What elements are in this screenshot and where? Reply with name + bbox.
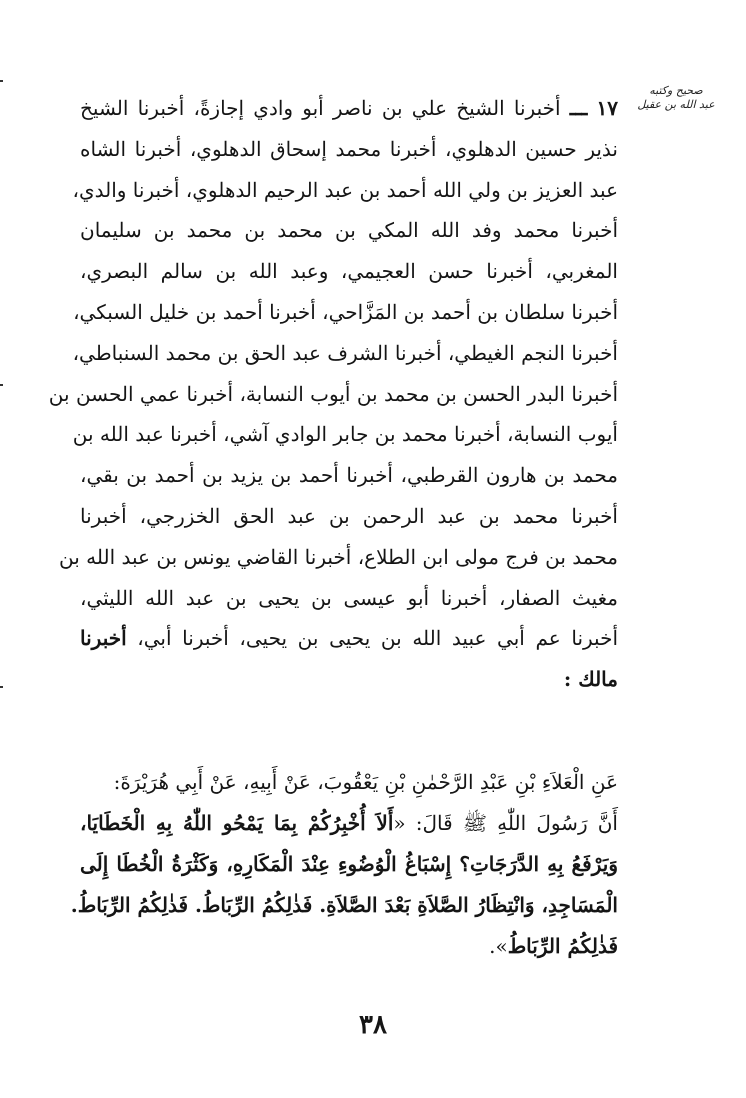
isnad-line-6: أخبرنا سلطان بن أحمد بن المَزَّاحي، أخبرنا أحمد بن خليل السبكي، <box>73 299 618 324</box>
isnad-line-2: نذير حسين الدهلوي، أخبرنا محمد إسحاق الدهلوي، أخبرنا الشاه <box>80 136 618 161</box>
isnad-line-5: المغربي، أخبرنا حسن العجيمي، وعبد الله بن سالم البصري، <box>80 259 618 284</box>
hadith-number: ١٧ <box>596 96 618 120</box>
matn-line-3: وَيَرْفَعُ بِهِ الدَّرَجَاتِ؟ إِسْبَاغُ الْوُضُوءِ عِنْدَ الْمَكَارِهِ، وَكَثْرَةُ الْخُطَا إِلَى <box>80 852 618 876</box>
matn-intro: أَنَّ رَسُولَ اللّٰهِ ﷺ قَالَ: « <box>393 811 618 835</box>
isnad-line-10: محمد بن هارون القرطبي، أخبرنا أحمد بن يزيد بن أحمد بن بقي، <box>80 463 618 488</box>
isnad-line-3: عبد العزيز بن ولي الله أحمد بن عبد الرحيم الدهلوي، أخبرنا والدي، <box>72 177 618 202</box>
isnad-line-8: أخبرنا البدر الحسن بن محمد بن أيوب النسابة، أخبرنا عمي الحسن بن <box>48 381 618 406</box>
isnad-paragraph <box>48 88 618 700</box>
matn-line-2 <box>80 803 618 844</box>
number-dash: ـــ <box>569 96 588 120</box>
isnad-line-13: مغيث الصفار، أخبرنا أبو عيسى بن يحيى بن عبد الله الليثي، <box>80 585 618 610</box>
matn-closing: ». <box>489 934 508 958</box>
isnad-line-11: أخبرنا محمد بن عبد الرحمن بن عبد الحق الخزرجي، أخبرنا <box>80 503 618 528</box>
edge-mark <box>0 80 3 82</box>
bold-word: أخبرنا <box>80 626 127 651</box>
isnad-line-12: محمد بن فرج مولى ابن الطلاع، أخبرنا القاضي يونس بن عبد الله بن <box>59 544 618 569</box>
isnad-line-14 <box>80 618 618 659</box>
hadith-text <box>70 762 618 967</box>
isnad-line-7: أخبرنا النجم الغيطي، أخبرنا الشرف عبد الحق بن محمد السنباطي، <box>72 340 618 365</box>
signature-line-2: عبد الله بن عقيل <box>637 98 715 111</box>
matn-quote-end: فَذٰلِكُمُ الرِّبَاطُ <box>507 934 618 958</box>
signature-line-1: صحيح وكتبه <box>649 84 703 97</box>
isnad-line-4: أخبرنا محمد وفد الله المكي بن محمد بن محمد بن سليمان <box>80 218 618 243</box>
edge-mark <box>0 686 3 688</box>
edge-mark <box>0 384 3 386</box>
isnad-line-15: مالك : <box>563 667 618 692</box>
handwritten-signature <box>626 84 726 112</box>
matn-line-4: الْمَسَاجِدِ، وَانْتِظَارُ الصَّلاَةِ بَعْدَ الصَّلاَةِ. فَذٰلِكُمُ الرِّبَاطُ. فَذٰلِكُمُ الرِّبَاطُ. <box>70 893 618 917</box>
matn-line-5 <box>80 926 618 967</box>
isnad-line-text: أخبرنا الشيخ علي بن ناصر أبو وادي إجازةً، أخبرنا الشيخ <box>80 96 561 120</box>
matn-quote-start: أَلاَ أُخْبِرُكُمْ بِمَا يَمْحُو اللّٰهُ بِهِ الْخَطَايَا، <box>80 811 394 835</box>
isnad-line-9: أيوب النسابة، أخبرنا محمد بن جابر الوادي آشي، أخبرنا عبد الله بن <box>72 422 618 447</box>
matn-narrator-line: عَنِ الْعَلاَءِ بْنِ عَبْدِ الرَّحْمٰنِ بْنِ يَعْقُوبَ، عَنْ أَبِيهِ، عَنْ أَبِي هُرَيْرَةَ: <box>113 770 618 794</box>
page-number: ٣٨ <box>359 1010 387 1040</box>
isnad-line-text: أخبرنا عم أبي عبيد الله بن يحيى بن يحيى، أخبرنا أبي، <box>137 626 618 651</box>
isnad-line-1 <box>80 88 618 129</box>
